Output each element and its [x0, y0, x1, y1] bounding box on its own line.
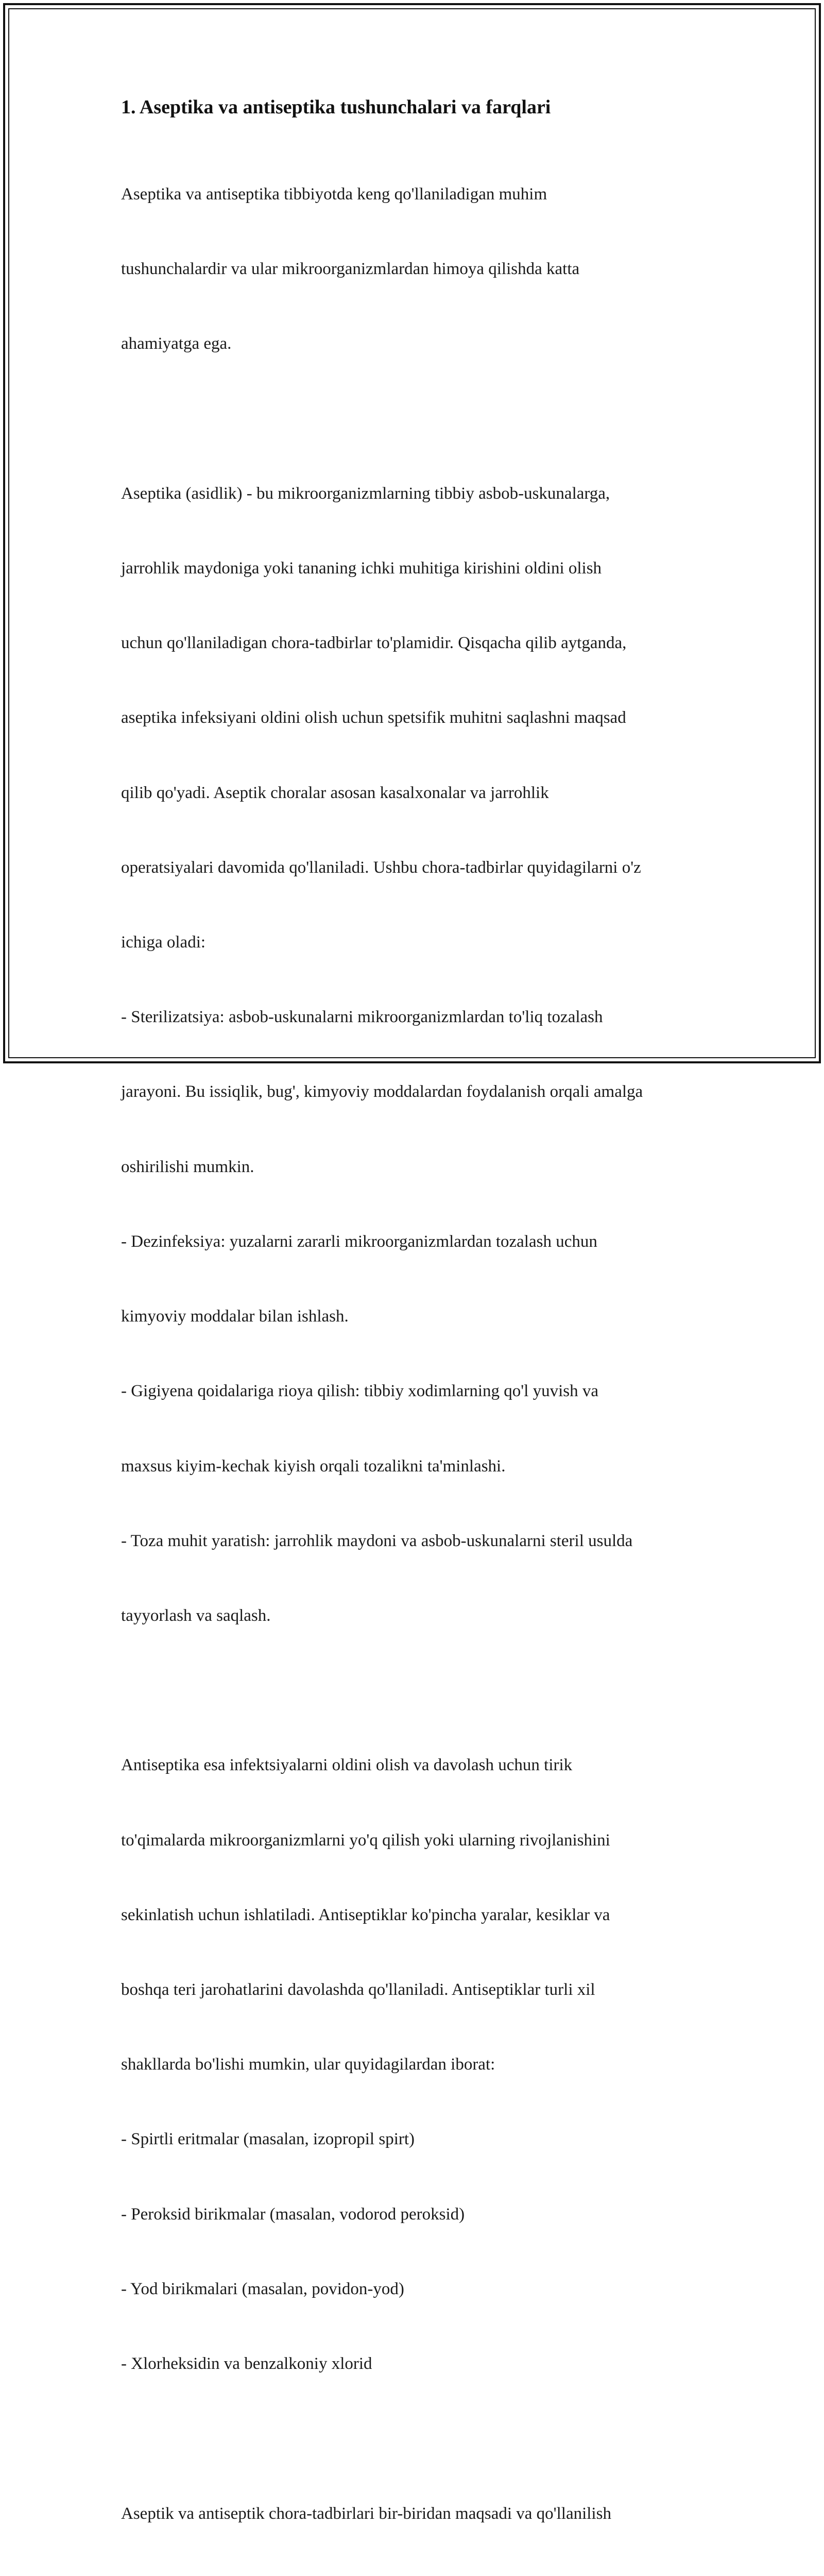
text-line: sekinlatish uchun ishlatiladi. Antiseptiklar ko'pincha yaralar, kesiklar va [121, 1903, 713, 1927]
list-item-gigiyena: - Gigiyena qoidalariga rioya qilish: tibbiy xodimlarning qo'l yuvish va [121, 1379, 713, 1403]
list-item-toza-muhit: - Toza muhit yaratish: jarrohlik maydoni va asbob-uskunalarni steril usulda [121, 1529, 713, 1553]
text-line: ahamiyatga ega. [121, 331, 713, 356]
text-line: maxsus kiyim-kechak kiyish orqali tozalikni ta'minlashi. [121, 1454, 713, 1479]
paragraph-antiseptika [121, 1703, 713, 2427]
text-line: shakllarda bo'lishi mumkin, ular quyidagilardan iborat: [121, 2052, 713, 2077]
text-line: to'qimalarda mikroorganizmlarni yo'q qilish yoki ularning rivojlanishini [121, 1828, 713, 1853]
text-line: uchun qo'llaniladigan chora-tadbirlar to'plamidir. Qisqacha qilib aytganda, [121, 631, 713, 655]
text-line: tushunchalardir va ular mikroorganizmlardan himoya qilishda katta [121, 257, 713, 281]
list-item-sterilizatsiya: - Sterilizatsiya: asbob-uskunalarni mikroorganizmlardan to'liq tozalash [121, 1005, 713, 1029]
section-heading: 1. Aseptika va antiseptika tushunchalari va farqlari [121, 95, 713, 120]
paragraph-farqlar [121, 2451, 713, 2576]
text-line: aseptika infeksiyani oldini olish uchun spetsifik muhitni saqlashni maqsad [121, 705, 713, 730]
text-line: operatsiyalari davomida qo'llaniladi. Ushbu chora-tadbirlar quyidagilarni o'z [121, 855, 713, 880]
text-line: Aseptika va antiseptika tibbiyotda keng qo'llaniladigan muhim [121, 182, 713, 207]
text-line: jarayoni. Bu issiqlik, bug', kimyoviy moddalardan foydalanish orqali amalga [121, 1079, 713, 1104]
text-line: Aseptik va antiseptik chora-tadbirlari bir-biridan maqsadi va qo'llanilish [121, 2501, 713, 2526]
text-line: boshqa teri jarohatlarini davolashda qo'llaniladi. Antiseptiklar turli xil [121, 1977, 713, 2002]
list-item-dezinfeksiya: - Dezinfeksiya: yuzalarni zararli mikroorganizmlardan tozalash uchun [121, 1229, 713, 1254]
text-line: Antiseptika esa infektsiyalarni oldini olish va davolash uchun tirik [121, 1753, 713, 1777]
text-line: Aseptika (asidlik) - bu mikroorganizmlarning tibbiy asbob-uskunalarga, [121, 481, 713, 506]
list-item-spirtli: - Spirtli eritmalar (masalan, izopropil spirt) [121, 2127, 713, 2151]
document-body [121, 95, 713, 2576]
text-line: tayyorlash va saqlash. [121, 1603, 713, 1628]
paragraph-aseptika [121, 431, 713, 1678]
text-line: oshirilishi mumkin. [121, 1155, 713, 1179]
list-item-yod: - Yod birikmalari (masalan, povidon-yod) [121, 2277, 713, 2301]
text-line: qilib qo'yadi. Aseptik choralar asosan kasalxonalar va jarrohlik [121, 781, 713, 805]
text-line: jarrohlik maydoniga yoki tananing ichki muhitiga kirishini oldini olish [121, 556, 713, 581]
text-line: kimyoviy moddalar bilan ishlash. [121, 1304, 713, 1329]
list-item-peroksid: - Peroksid birikmalar (masalan, vodorod peroksid) [121, 2202, 713, 2227]
text-line: ichiga oladi: [121, 930, 713, 955]
list-item-xlorheksidin: - Xlorheksidin va benzalkoniy xlorid [121, 2351, 713, 2376]
paragraph-intro [121, 132, 713, 406]
